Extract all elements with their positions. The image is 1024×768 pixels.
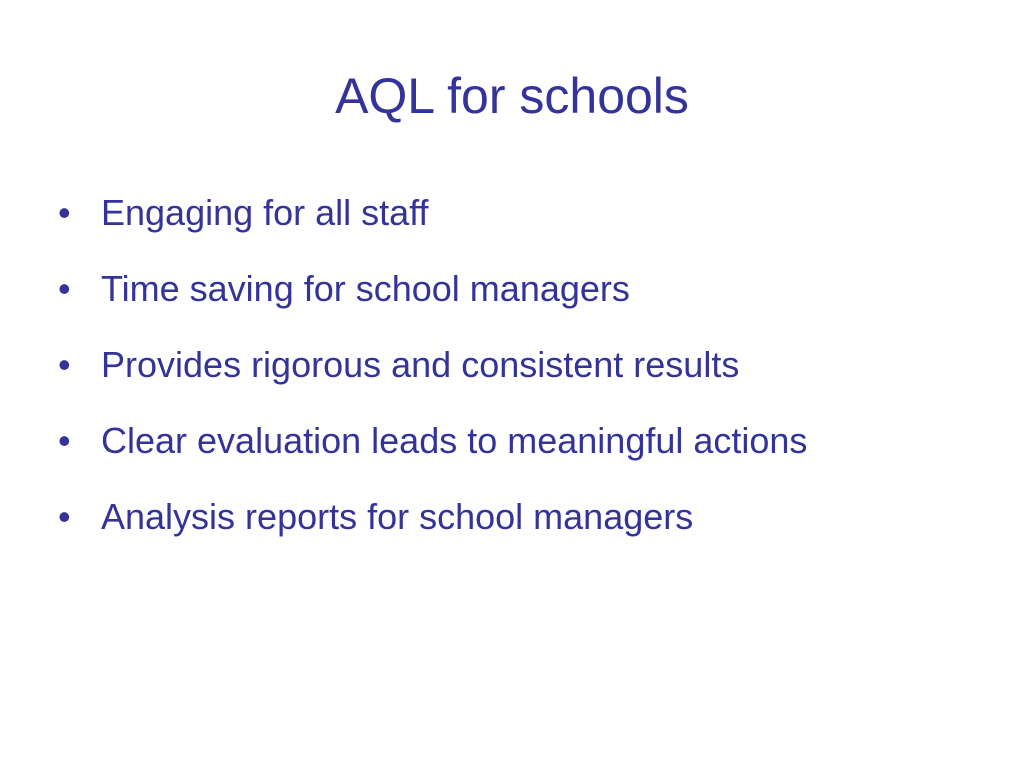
bullet-text: Provides rigorous and consistent results [101, 344, 740, 385]
bullet-text: Time saving for school managers [101, 268, 630, 309]
bullet-item [58, 410, 881, 472]
bullet-list [58, 182, 958, 562]
bullet-item [58, 334, 958, 396]
bullet-dot: • [58, 192, 71, 233]
bullet-dot: • [58, 496, 71, 537]
bullet-text: Analysis reports for school managers [101, 496, 694, 537]
bullet-dot: • [58, 268, 71, 309]
bullet-dot: • [58, 344, 71, 385]
bullet-item [58, 258, 958, 320]
bullet-text: Engaging for all staff [101, 192, 429, 233]
bullet-text: Clear evaluation leads to meaningful actions [101, 420, 808, 461]
bullet-dot: • [58, 420, 71, 461]
bullet-item [58, 182, 958, 244]
bullet-item [58, 486, 958, 548]
slide-title: AQL for schools [335, 68, 689, 124]
